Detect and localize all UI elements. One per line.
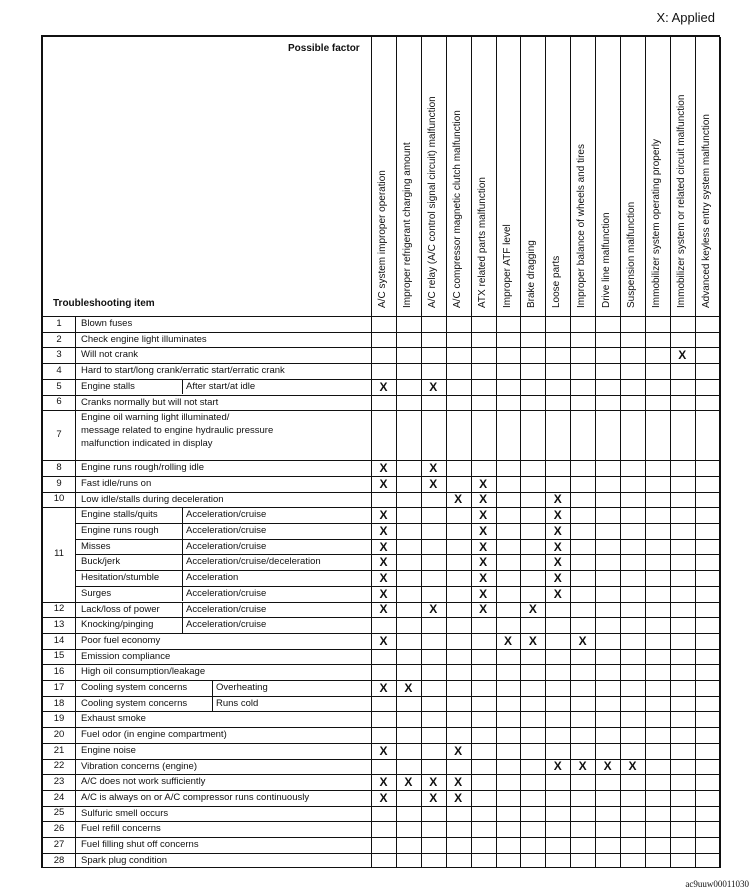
row-number: 1 [56,317,62,329]
row-divider [43,649,720,650]
applied-mark: X [379,476,388,491]
condition: Overheating [216,682,268,693]
troubleshooting-item: Cooling system concerns [81,697,188,709]
row-divider [43,410,720,411]
applied-mark: X [479,492,488,507]
applied-mark: X [379,633,388,648]
factor-column-label: Suspension malfunction [626,201,637,308]
applied-mark: X [379,602,388,617]
row-divider [75,523,720,524]
factor-column-label: A/C relay (A/C control signal circuit) malfunction [426,96,438,308]
troubleshooting-item: Poor fuel economy [81,634,161,646]
troubleshooting-item: Check engine light illuminates [81,333,207,345]
applied-mark: X [379,555,388,570]
applied-mark: X [553,759,562,774]
applied-mark: X [379,743,388,758]
applied-mark: X [528,602,537,617]
applied-mark: X [553,539,562,554]
applied-mark: X [429,379,438,394]
factor-column-label: Drive line malfunction [601,212,613,308]
row-divider [43,727,720,728]
applied-mark: X [429,476,438,491]
row-number: 3 [56,349,62,361]
applied-mark: X [454,790,463,805]
row-divider [75,539,720,540]
row-number: 28 [53,854,65,866]
applied-mark: X [628,759,637,774]
possible-factor-heading: Possible factor [288,43,360,54]
troubleshooting-item: Cooling system concerns [81,682,188,693]
applied-mark: X [553,523,562,538]
condition-divider [182,379,183,395]
number-divider [75,316,76,868]
factor-column-label: Improper ATF level [501,224,513,308]
factor-column-label: Improper balance of wheels and tires [576,144,588,308]
condition: Runs cold [216,697,259,709]
row-divider [43,837,720,838]
applied-mark: X [404,680,413,695]
row-number: 15 [53,650,65,662]
condition-divider [182,586,183,602]
troubleshooting-item: Hesitation/stumble [81,572,160,584]
figure-code: ac9uuw00011030 [685,879,749,889]
troubleshooting-item: Sulfuric smell occurs [81,807,169,819]
applied-mark: X [429,461,438,476]
row-divider [43,363,720,364]
troubleshooting-item: Engine runs rough [81,525,159,536]
troubleshooting-item: Engine runs rough/rolling idle [81,462,205,474]
row-divider [43,617,720,618]
applied-mark: X [404,775,413,790]
troubleshooting-item: Surges [81,587,112,599]
applied-mark: X [454,775,463,790]
applied-mark: X [553,508,562,523]
applied-mark: X [479,570,488,585]
row-number: 13 [53,619,65,631]
troubleshooting-item: Fuel refill concerns [81,823,161,835]
applied-mark: X [379,790,388,805]
troubleshooting-item: Vibration concerns (engine) [81,760,198,772]
troubleshooting-item: Lack/loss of power [81,603,160,615]
applied-mark: X [553,570,562,585]
row-number: 25 [53,807,65,819]
row-divider [43,821,720,822]
condition: Acceleration/cruise [186,525,267,536]
condition: Acceleration/cruise [186,619,267,631]
applied-mark: X [379,586,388,601]
applied-mark: X [479,602,488,617]
troubleshooting-item-line2: message related to engine hydraulic pressure [81,425,274,437]
factor-column-label: Loose parts [551,255,563,308]
applied-mark: X [553,492,562,507]
applied-mark: X [553,555,562,570]
factor-column-label: ATX related parts malfunction [476,177,488,308]
applied-mark: X [578,759,587,774]
factor-column-label: Immobilizer system or related circuit malfunction [675,94,687,308]
applied-mark: X [678,348,687,363]
troubleshooting-item: Fast idle/runs on [81,477,152,489]
condition-divider [182,523,183,539]
row-number: 9 [56,477,62,489]
condition: Acceleration/cruise [186,540,267,552]
troubleshooting-item: Exhaust smoke [81,713,146,725]
condition-divider [212,696,213,712]
applied-mark: X [503,633,512,648]
condition-divider [182,617,183,633]
row-divider [43,711,720,712]
condition-divider [182,554,183,570]
applied-mark: X [379,508,388,523]
applied-mark: X [479,476,488,491]
row-divider [43,806,720,807]
troubleshooting-item: Misses [81,540,111,552]
condition: Acceleration/cruise [186,603,267,615]
troubleshooting-item: Blown fuses [81,318,133,329]
factor-column-label: Advanced keyless entry system malfunction [700,114,712,308]
row-number: 19 [53,713,65,725]
row-divider [43,696,720,697]
applied-mark: X [379,570,388,585]
applied-mark: X [553,586,562,601]
row-number: 4 [56,364,62,376]
troubleshooting-item: Engine stalls/quits [81,509,158,521]
applied-mark: X [454,743,463,758]
condition-divider [182,602,183,618]
troubleshooting-item: Low idle/stalls during deceleration [81,493,224,505]
applied-mark: X [379,379,388,394]
troubleshooting-item: Hard to start/long crank/erratic start/erratic crank [81,365,285,377]
condition: Acceleration/cruise [186,509,267,521]
applied-mark: X [479,508,488,523]
applied-mark: X [479,555,488,570]
troubleshooting-item: High oil consumption/leakage [81,666,206,678]
row-number: 22 [53,760,65,772]
row-number: 20 [53,728,65,740]
troubleshooting-item: Fuel filling shut off concerns [81,839,199,850]
row-number: 17 [53,681,65,693]
condition: Acceleration/cruise [186,587,267,599]
applied-mark: X [479,539,488,554]
troubleshooting-item: Engine noise [81,744,136,756]
troubleshooting-item: Cranks normally but will not start [81,396,219,408]
row-number: 5 [56,380,62,392]
row-divider [43,347,720,348]
troubleshooting-item: Engine oil warning light illuminated/ [81,412,230,424]
table-border-bottom [43,867,720,868]
condition: Acceleration [186,572,239,584]
applied-mark: X [379,680,388,695]
troubleshooting-item: Buck/jerk [81,556,121,568]
troubleshooting-item: Knocking/pinging [81,619,154,631]
row-number: 6 [56,396,62,408]
applied-mark: X [429,602,438,617]
row-number: 14 [53,634,65,646]
factor-column-label: A/C compressor magnetic clutch malfunction [451,110,463,308]
row-divider [43,664,720,665]
row-divider [43,395,720,396]
row-number: 12 [53,603,65,615]
row-number: 21 [53,744,65,756]
row-divider [75,586,720,587]
troubleshooting-item: Fuel odor (in engine compartment) [81,729,227,741]
applied-mark: X [454,492,463,507]
row-number: 2 [56,333,62,345]
row-divider [43,316,720,317]
applied-mark: X [429,775,438,790]
condition: After start/at idle [186,380,256,392]
applied-mark: X [379,775,388,790]
troubleshooting-item: A/C does not work sufficiently [81,776,206,788]
applied-mark: X [479,523,488,538]
applied-mark: X [479,586,488,601]
condition-divider [182,570,183,586]
factor-column-label: A/C system improper operation [377,170,388,308]
row-divider [75,570,720,571]
applied-mark: X [379,461,388,476]
troubleshooting-item: Will not crank [81,349,139,361]
applied-mark: X [379,539,388,554]
row-number: 16 [53,666,65,678]
row-number: 24 [53,791,65,803]
row-divider [75,554,720,555]
factor-column-label: Improper refrigerant charging amount [401,142,413,308]
row-number: 7 [56,429,62,441]
row-number: 18 [53,697,65,709]
row-divider [43,492,720,493]
troubleshooting-item-heading: Troubleshooting item [53,298,155,309]
legend: X: Applied [656,10,715,25]
applied-mark: X [379,523,388,538]
applied-mark: X [429,790,438,805]
applied-mark: X [578,633,587,648]
row-number: 8 [56,462,62,474]
condition: Acceleration/cruise/deceleration [186,556,321,568]
condition-divider [212,680,213,696]
row-number: 10 [53,493,65,505]
row-number: 27 [53,838,65,850]
troubleshooting-item: Spark plug condition [81,854,168,866]
troubleshooting-item-line3: malfunction indicated in display [81,438,213,450]
condition-divider [182,539,183,555]
applied-mark: X [528,633,537,648]
row-number: 23 [53,776,65,788]
row-number: 11 [54,548,64,560]
condition-divider [182,507,183,523]
troubleshooting-item: A/C is always on or A/C compressor runs continuously [81,791,310,803]
troubleshooting-item: Engine stalls [81,380,135,392]
row-divider [43,853,720,854]
factor-column-label: Brake dragging [526,240,538,308]
troubleshooting-item: Emission compliance [81,650,171,662]
row-divider [43,332,720,333]
factor-column-label: Immobilizer system operating properly [650,139,662,308]
troubleshooting-table [41,35,720,868]
applied-mark: X [603,759,612,774]
row-number: 26 [53,823,65,835]
